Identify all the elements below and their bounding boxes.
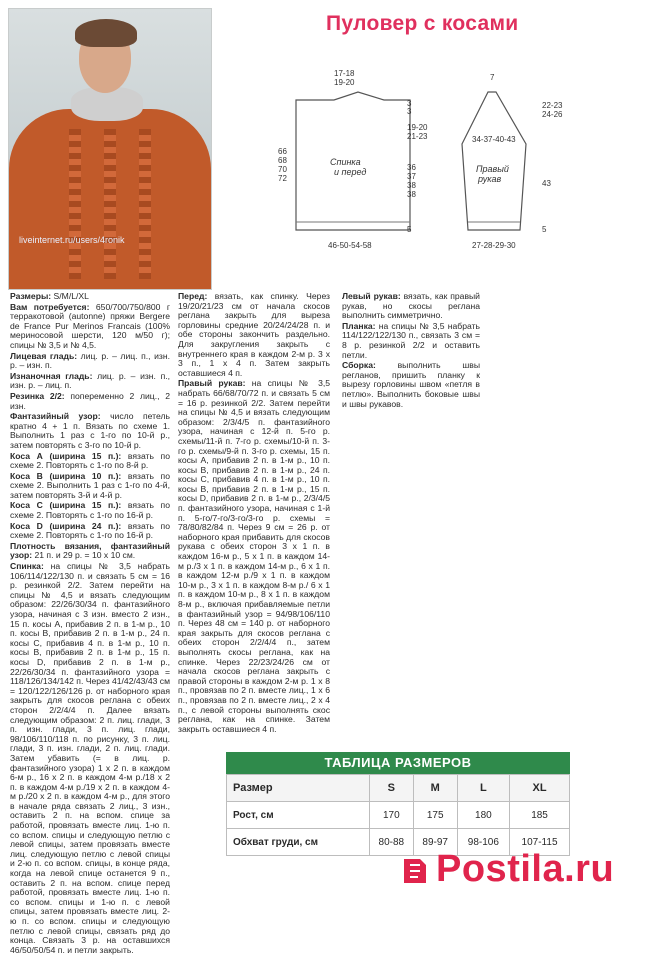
body-width-label: 46-50-54-58 <box>328 241 372 250</box>
instructions-column-2: Перед: вязать, как спинку. Через 19/20/21/23 см от начала скосов реглана закрыть для выреза горловины средние 20/24/24/28 п. и обе стороны закончить раздельно. Для закругления закрыть с внутреннего края в каждом 2-м р. 3 х 3 п., 1 х 4 п. Затем закрыть оставшиеся 4 п. Правый рукав: на спицы № 3,5 набрать 66/68/70/72 п. и связать 5 см = 16 р. резинкой 2/2. Затем перейти на спицы № 4,5 и вязать следующим образом: 2/3/4/5 п. фантазийного узора, начиная с 12-й п. 5-го р. схемы/11-й п. 7-го р. схемы/10-й п. 3-го р. схемы/9-й п. 3-го р. схемы, 15 п. косы А, прибавив 2 п. в 1-м р., 10 п. косы В, прибавив 2 п. в 1-м р., 24 п. косы С, прибавив 4 п. в 1-м р., 10 п. косы В, прибавив 2 п. в 1-м р., 15 п. косы D, прибавив 2 п. в 1-м р., 2/3/4/5 п. фантазийного узора, начиная с 1-й п. 5-го/7-го/3-го/3-го р. схемы = 78/80/82/84 п. Через 9 см = 26 р. от наборного края прибавить для скосов рукава с обеих сторон 3 х 1 п. в каждом 16-м р., 5 х 1 п. в каждом 14-м р./3 х 1 п. в каждом 14-м р., 6 х 1 п. в каждом 12-м р./9 х 1 п. в каждом 10-м р., 3 х 1 п. в каждом 8-м р./ 6 х 1 п. в каждом 10-м р., 8 х 1 п. в каждом 8-м р., включая прибавляемые петли в фантазийный узор = 94/98/106/110 п. Через 48 см = 140 р. от наборного края закрыть для скосов реглана с обеих сторон 2/2/4/4 п., затем выполнять скосы реглана, как на спинке. Через 22/23/24/26 см от начала скосов реглана закрыть с правой стороны в каждом 2-м р. 1 х 8 п., провязав по 2 п. вместе лиц., 1 х 6 п., провязав по 2 п. вместе лиц., 2 х 4 п., с левой стороны выполнять скос реглана, как на спинке. Затем закрыть оставшиеся 4 п. <box>178 291 331 734</box>
armhole-2: 21-23 <box>407 132 428 141</box>
body-r1-label: 3 <box>407 99 412 108</box>
postila-logo[interactable] <box>400 848 614 891</box>
cable-stripe <box>69 129 81 279</box>
logo-text: Postila.ru <box>436 848 615 890</box>
pin-icon <box>400 855 430 887</box>
model-photo <box>8 8 212 290</box>
sleeve-length-label: 43 <box>542 179 551 188</box>
sleeve-upper-label: 34-37-40-43 <box>472 135 516 144</box>
table-row: Обхват груди, см 80-88 89-97 98-106 107-115 <box>227 829 570 856</box>
body-bottom-label: 5 <box>407 225 412 234</box>
sleeve-top-label: 7 <box>490 73 495 82</box>
cable-stripe <box>139 129 151 279</box>
hair-shape <box>75 19 137 47</box>
size-table-header: Размер S M L XL <box>227 775 570 802</box>
size-table <box>226 752 570 856</box>
sleeve-height-top-label: 22-23 24-26 <box>542 101 563 119</box>
body-piece-label: Спинка и перед <box>330 157 367 177</box>
cable-stripe <box>104 129 116 279</box>
sleeve-width-label: 27-28-29-30 <box>472 241 516 250</box>
instructions-column-3: Левый рукав: вязать, как правый рукав, но скосы реглана выполнить симметрично. Планка: на спицы № 3,5 набрать 114/122/122/130 п., связать 3 см = 8 р. резинкой 2/2 и оставить петли. Сборка: выполнить швы регланов, пришить планку к вырезу горловины швом «петля в петлю». Выполнить боковые швы и швы рукавов. <box>342 291 480 409</box>
table-row: Рост, см 170 175 180 185 <box>227 802 570 829</box>
body-height-label: 66 68 70 72 <box>278 147 287 183</box>
sleeve-outline <box>462 92 526 230</box>
pattern-schematic <box>270 62 570 262</box>
sleeve-piece-label: Правый рукав <box>476 164 509 184</box>
body-armhole-label <box>407 123 428 141</box>
body-top-label <box>334 69 355 87</box>
armhole-1: 19-20 <box>407 123 428 132</box>
body-r2-label: 3 <box>407 107 412 116</box>
body-top-2: 19-20 <box>334 78 355 87</box>
size-table-title: ТАБЛИЦА РАЗМЕРОВ <box>226 752 570 774</box>
photo-watermark: liveinternet.ru/users/4ronik <box>19 235 125 245</box>
body-top-1: 17-18 <box>334 69 355 78</box>
sleeve-cuff-label: 5 <box>542 225 547 234</box>
page-title: Пуловер с косами <box>326 12 519 35</box>
body-side-label: 36 37 38 38 <box>407 163 416 199</box>
instructions-column-1: Размеры: S/M/L/XL Вам потребуется: 650/700/750/800 г терракотовой (autonne) пряжи Bergere de France Pur Merinos Francais (100% мериносовой шерсти, 120 м/50 г); спицы № 3,5 и № 4,5. Лицевая гладь: лиц. р. – лиц. п., изн. р. – изн. п. Изнаночная гладь: лиц. р. – изн. п., изн. р. – лиц. п. Резинка 2/2: попеременно 2 лиц., 2 изн. Фантазийный узор: число петель кратно 4 + 1 п. Вязать по схеме 1. Выполнить 1 раз с 1-го по 10-й р., затем повторять с 3-го по 10-й р. Коса А (ширина 15 п.): вязать по схеме 2. Повторять с 1-го по 8-й р. Коса В (ширина 10 п.): вязать по схеме 2. Выполнить 1 раз с 1-го по 4-й, затем повторять 3-й и 4-й р. Коса С (ширина 15 п.): вязать по схеме 2. Повторять с 1-го по 16-й р. Коса D (ширина 24 п.): вязать по схеме 2. Повторять с 1-го по 16-й р. Плотность вязания, фантазийный узор: 21 п. и 29 р. = 10 х 10 см. Спинка: на спицы № 3,5 набрать 106/114/122/130 п. и связать 5 см = 16 р. резинкой 2/2. Затем перейти на спицы № 4,5 и вязать следующим образом: 22/26/30/34 п. фантазийного узора, начиная с 3 изн. вместо 2 изн., 15 п. косы А, прибавив 2 п. в 1-м р., 10 п. косы В, прибавив 2 п. в 1-м р., 24 п. косы С, прибавив 4 п. в 1-м р., 10 п. косы В, прибавив 2 п. в 1-м р., 15 п. косы D, прибавив 2 п. в 1-м р., 22/26/30/34 п. фантазийного узора = 118/126/134/142 п. Через 41/42/43/43 см = 120/122/126/126 р. от наборного края закрыть для скосов реглана с обеих сторон 2/2/4/4 п. Далее вязать следующим образом: 2 п. лиц. глади, 3 п. изн. глади, 3 п. лиц. глади, 98/106/110/118 п. по рисунку, 3 п. лиц. глади, 3 п. изн. глади, 2 п. лиц. глади. Затем убавить (= в лиц. р. фантазийного узора) 1 х 2 п. в каждом 6-м р., 16 х 2 п. в каждом 4-м р./18 х 2 п. в каждом 4-м р./19 х 2 п. в каждом 4-м р./20 х 2 п. в каждом 4-м р., для этого в начале ряда связать 2 лиц., 3 изн., оставить 2 п. на вспом. спице за работой, провязать вместе лиц. 1-ю п. со вспом. спицы и следующую петлю с левой спицы, затем провязать вместе лиц. следующую петлю с левой спицы и 2-ю п. со вспом. спицы, в конце ряда, когда на левой спице останется 9 п., оставить 2 п. на вспом. спице перед работой, провязать вместе лиц. 1-ю п. со вспом. спицы и 1-ю п. с левой спицы, затем провязать вместе лиц. 2-ю п. со вспом. спицы и следующую петлю с левой спицы, связать ряд до конца. Связать 3 р. на оставшихся 46/50/50/54 п. и петли закрыть. <box>10 291 171 955</box>
